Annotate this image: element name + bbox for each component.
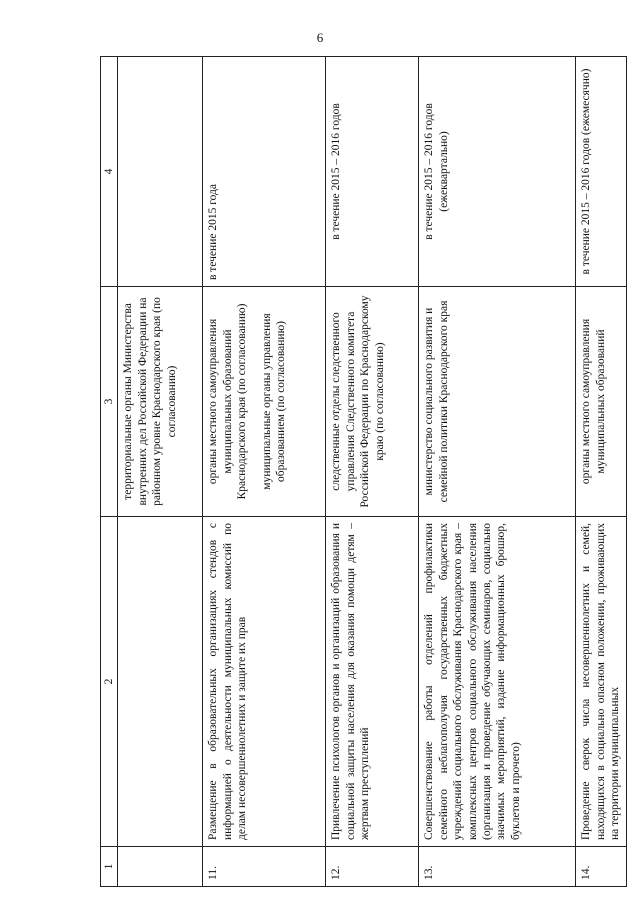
executor-text: муниципальные органы управления образованием (по согласованию) xyxy=(260,313,287,490)
column-header: 4 xyxy=(101,57,118,287)
event-cell: Совершенствование работы отделений профилактики семейного неблагополучия государственных бюджетных учреждений социального обслуживания Краснодарского края – комплексных центров социального обслуживания населения (организация и проведение обучающих семинаров, социально значимых мероприятий, издание информационных брошюр, буклетов и прочего) xyxy=(419,517,576,847)
executor-text: органы местного самоуправления муниципальных образований Краснодарского края (по согласованию) xyxy=(207,303,249,500)
term-cell: в течение 2015 – 2016 годов (ежемесячно) xyxy=(576,57,627,287)
column-header: 2 xyxy=(101,517,118,847)
event-cell: Проведение сверок числа несовершеннолетних и семей, находящихся в социально опасном положении, проживающих на территории муниципальных xyxy=(576,517,627,847)
executor-cell xyxy=(203,287,326,517)
table-row xyxy=(419,57,576,887)
column-header: 1 xyxy=(101,847,118,887)
action-plan-table xyxy=(100,56,627,887)
event-cell: Размещение в образовательных организациях стендов с информацией о деятельности муниципальных комиссий по делам несовершеннолетних и защите их прав xyxy=(203,517,326,847)
term-cell: в течение 2015 – 2016 годов xyxy=(326,57,419,287)
executor-cell xyxy=(419,287,576,517)
row-number: 11. xyxy=(203,847,326,887)
table-row xyxy=(576,57,627,887)
executor-cell xyxy=(326,287,419,517)
executor-cell xyxy=(118,287,203,517)
page-number: 6 xyxy=(316,30,324,45)
table-row xyxy=(203,57,326,887)
event-cell xyxy=(118,517,203,847)
table-row xyxy=(326,57,419,887)
rotated-table-area xyxy=(100,57,622,887)
term-cell xyxy=(118,57,203,287)
row-number: 13. xyxy=(419,847,576,887)
executor-cell xyxy=(576,287,627,517)
event-cell: Привлечение психологов органов и организаций образования и социальной защиты населения для оказания помощи детям – жертвам преступлений xyxy=(326,517,419,847)
row-number xyxy=(118,847,203,887)
executor-text: следственные отделы следственного управления Следственного комитета Российской Федерации по Краснодарскому краю (по согласованию) xyxy=(330,295,386,508)
executor-text: органы местного самоуправления муниципальных образований xyxy=(580,318,607,485)
table-header-row xyxy=(101,57,118,887)
term-cell: в течение 2015 – 2016 годов (ежеквартально) xyxy=(419,57,576,287)
landscape-content xyxy=(100,57,622,887)
term-cell: в течение 2015 года xyxy=(203,57,326,287)
row-number: 14. xyxy=(576,847,627,887)
column-header: 3 xyxy=(101,287,118,517)
executor-text: территориальные органы Министерства внутренних дел Российской Федерации на районном уровне Краснодарского края (по согласованию) xyxy=(122,297,178,506)
executor-text: министерство социального развития и семейной политики Краснодарского края xyxy=(423,300,450,503)
table-row xyxy=(118,57,203,887)
row-number: 12. xyxy=(326,847,419,887)
